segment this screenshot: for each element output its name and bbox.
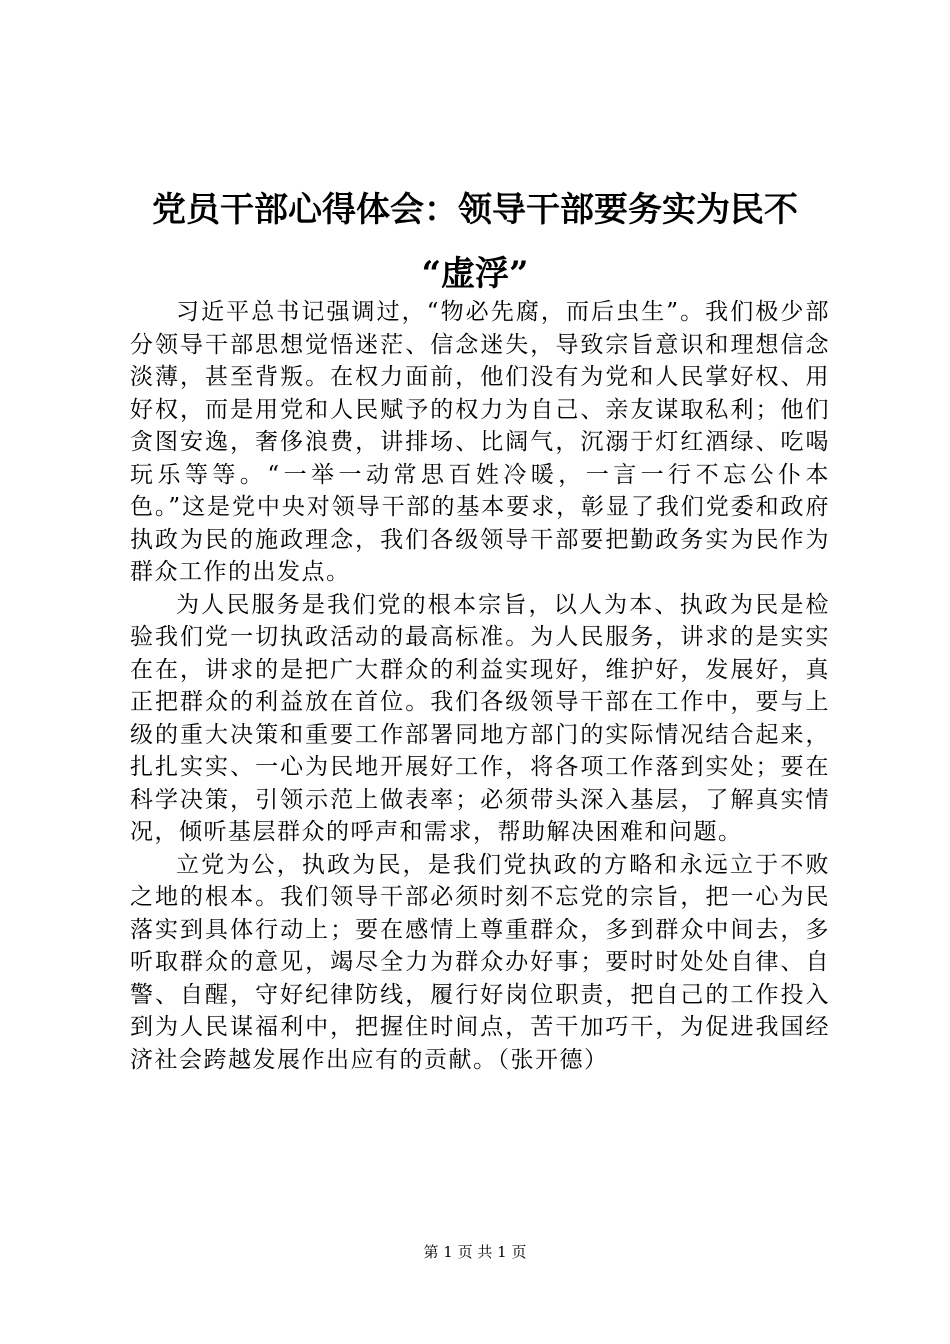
page-number-footer: 第 1 页 共 1 页 [423, 1243, 527, 1261]
body-paragraph-1: 习近平总书记强调过，“物必先腐，而后虫生”。我们极少部分领导干部思想觉悟迷茫、信念迷失，导致宗旨意识和理想信念淡薄，甚至背叛。在权力面前，他们没有为党和人民掌好权、用好权，而是用党和人民赋予的权力为自己、亲友谋取私利；他们贪图安逸，奢侈浪费，讲排场、比阔气，沉溺于灯红酒绿、吃喝玩乐等等。“一举一动常思百姓冷暖，一言一行不忘公仆本色。”这是党中央对领导干部的基本要求，彰显了我们党委和政府执政为民的施政理念，我们各级领导干部要把勤政务实为民作为群众工作的出发点。 [130, 299, 830, 585]
body-paragraph-2: 为人民服务是我们党的根本宗旨，以人为本、执政为民是检验我们党一切执政活动的最高标准。为人民服务，讲求的是实实在在，讲求的是把广大群众的利益实现好，维护好，发展好，真正把群众的利益放在首位。我们各级领导干部在工作中，要与上级的重大决策和重要工作部署同地方部门的实际情况结合起来，扎扎实实、一心为民地开展好工作，将各项工作落到实处；要在科学决策，引领示范上做表率；必须带头深入基层，了解真实情况，倾听基层群众的呼声和需求，帮助解决困难和问题。 [130, 591, 830, 845]
document-body [130, 296, 830, 1076]
document-title-line-1: 党员干部心得体会：领导干部要务实为民不 [152, 190, 798, 230]
body-paragraph-3: 立党为公，执政为民，是我们党执政的方略和永远立于不败之地的根本。我们领导干部必须时刻不忘党的宗旨，把一心为民落实到具体行动上；要在感情上尊重群众，多到群众中间去，多听取群众的意见，竭尽全力为群众办好事；要时时处处自律、自警、自醒，守好纪律防线，履行好岗位职责，把自己的工作投入到为人民谋福利中，把握住时间点，苦干加巧干，为促进我国经济社会跨越发展作出应有的贡献。（张开德） [130, 851, 830, 1073]
document-title-line-2: “虚浮” [421, 254, 529, 294]
